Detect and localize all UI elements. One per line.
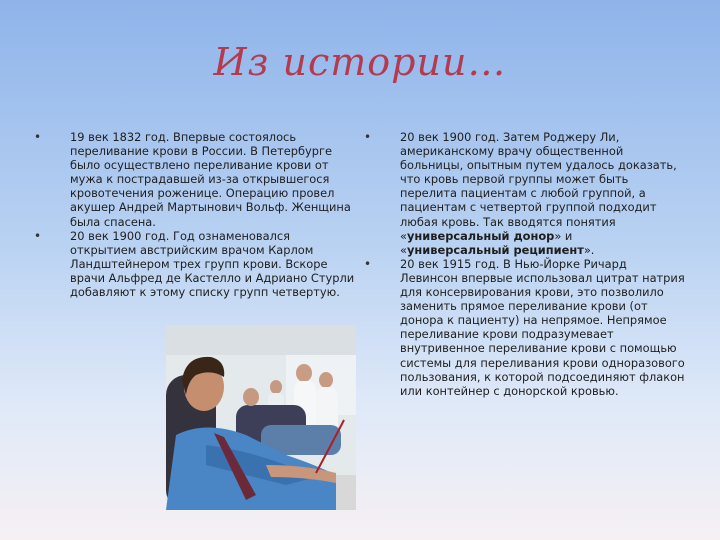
list-item-text: » и « — [400, 228, 573, 257]
list-item-text: ». — [583, 242, 595, 257]
list-item — [364, 256, 685, 398]
list-item-text: 20 век 1900 год. Год ознаменовался открытием австрийским врачом Карлом Ландштейнером трех групп крови. Вскоре врачи Альфред де Кастелло и Адриано Стурли добавляют к этому списку групп четвертую. — [70, 228, 355, 300]
bullet-icon: • — [364, 130, 372, 144]
list-item — [364, 130, 685, 257]
blood-donation-photo — [166, 325, 356, 510]
term-universal-recipient: универсальный реципиент — [406, 242, 584, 257]
list-item — [34, 130, 355, 229]
list-item-text: 20 век 1900 год. Затем Роджеру Ли, американскому врачу общественной больницы, опытным путем удалось доказать, что кровь первой группы может быть перелита пациентам с любой группой, а пациентам с четвертой группой подходит любая кровь. Так вводятся понятия « — [400, 130, 677, 243]
list-item-text: 19 век 1832 год. Впервые состоялось переливание крови в России. В Петербурге было осуществлено переливание крови от мужа к пострадавшей из-за открывшегося кровотечения роженице. Операцию провел акушер Андрей Мартынович Вольф. Женщина была спасена. — [70, 130, 351, 229]
term-universal-donor: универсальный донор — [406, 228, 555, 243]
left-column-list — [34, 130, 355, 300]
slide-title: Из истории… — [213, 40, 507, 84]
bullet-icon: • — [34, 228, 42, 243]
list-item — [34, 228, 355, 300]
bullet-icon: • — [364, 256, 372, 271]
bullet-icon: • — [34, 130, 42, 144]
photo-illustration — [166, 325, 356, 510]
list-item-text: 20 век 1915 год. В Нью-Йорке Ричард Левинсон впервые использовал цитрат натрия для консервирования крови, это позволило заменить прямое переливание крови (от донора к пациенту) на непрямое. Непрямое переливание крови подразумевает внутривенное переливание крови с помощью системы для переливания крови одноразового пользования, к которой подсоединяют флакон или контейнер с донорской кровью. — [400, 256, 685, 398]
right-column-list — [364, 130, 685, 398]
